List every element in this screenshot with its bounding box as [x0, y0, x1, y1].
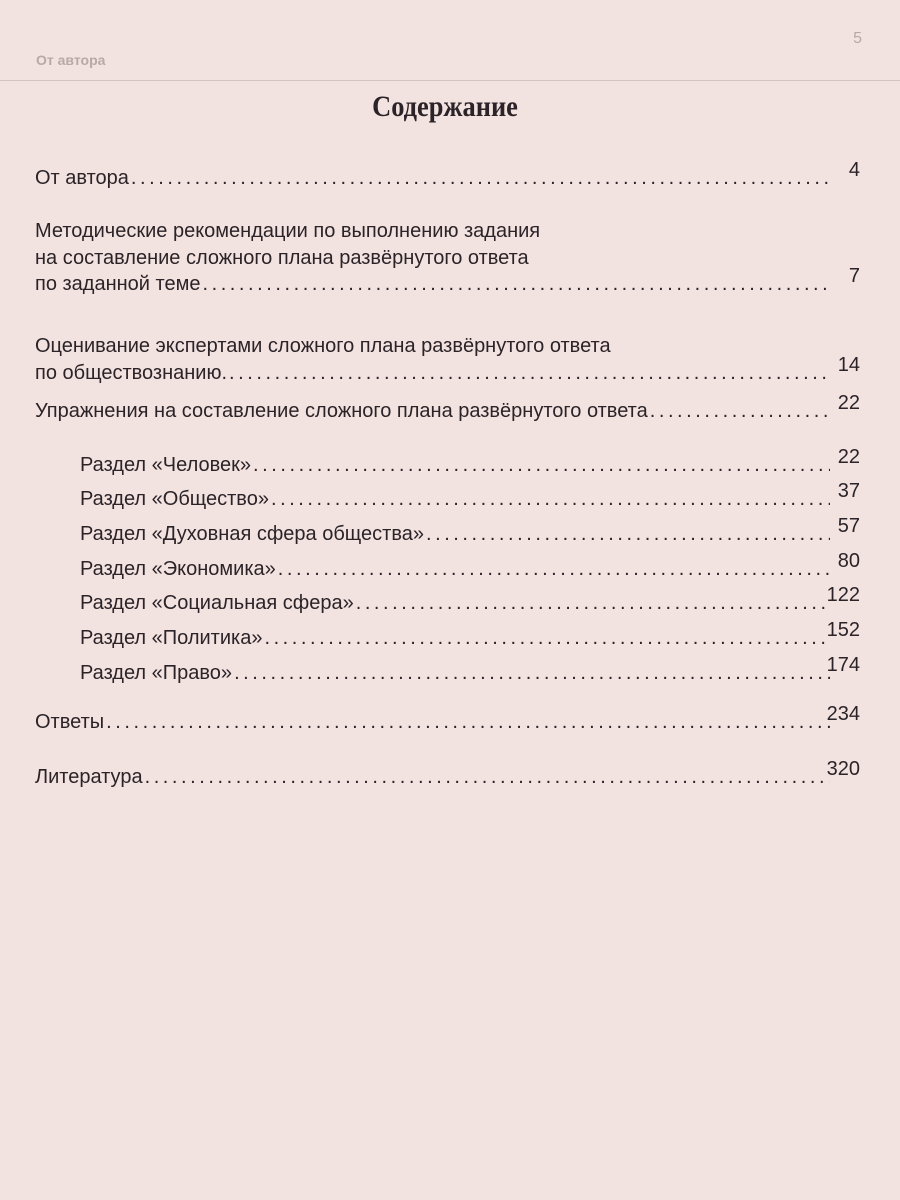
toc-entry-text: Упражнения на составление сложного плана развёрнутого ответа: [35, 400, 648, 422]
toc-entry: [80, 446, 860, 479]
page-title: Содержание: [372, 90, 518, 123]
toc-entry: [35, 392, 860, 425]
toc-entry-line: [80, 556, 860, 583]
running-page-number: 5: [853, 30, 862, 47]
toc-page-number: 174: [826, 654, 860, 676]
toc-entry-text: Раздел «Человек»: [80, 454, 251, 476]
toc-entry-line: [35, 333, 860, 360]
toc-page-number: 320: [826, 758, 860, 780]
toc-entry-text: Раздел «Духовная сфера общества»: [80, 523, 424, 545]
toc-entry: [35, 703, 860, 736]
header-divider: [0, 80, 900, 81]
toc-entry-line: [35, 245, 860, 272]
dot-leader: [264, 625, 830, 652]
dot-leader: [202, 271, 830, 298]
toc-page-number: 37: [837, 480, 860, 502]
toc-entry: [35, 758, 860, 791]
toc-entry-text: по заданной теме: [35, 273, 201, 295]
dot-leader: [271, 486, 830, 513]
toc-entry-text: Литература: [35, 766, 143, 788]
toc-entry-text: на составление сложного плана развёрнутого ответа: [35, 246, 529, 269]
dot-leader: [426, 521, 830, 548]
toc-entry-line: [80, 590, 860, 617]
toc-page-number: 7: [848, 265, 860, 287]
toc-entry-text: Раздел «Общество»: [80, 488, 269, 510]
toc-entry: [35, 333, 860, 386]
toc-entry-line: [35, 218, 860, 245]
toc-entry-text: Раздел «Экономика»: [80, 558, 276, 580]
toc-entry-line: [80, 486, 860, 513]
toc-entry-line: [80, 660, 860, 687]
dot-leader: [253, 452, 830, 479]
toc-page-number: 152: [826, 619, 860, 641]
toc-entry-text: по обществознанию.: [35, 361, 228, 384]
toc-entry: [35, 218, 860, 298]
toc-entry-line: [35, 398, 860, 425]
toc-page-number: 22: [837, 446, 860, 468]
toc-entry-line: [80, 521, 860, 548]
toc-entry-text: Раздел «Право»: [80, 662, 233, 684]
toc-entry-line: [80, 625, 860, 652]
toc-entry-line: [35, 165, 860, 192]
toc-page-number: 80: [837, 550, 860, 572]
dot-leader: [131, 165, 830, 192]
toc-entry: [80, 550, 860, 583]
toc-entry-line: [35, 271, 860, 298]
toc-page-number: 57: [837, 515, 860, 537]
toc-entry: [80, 480, 860, 513]
toc-entry-text: Методические рекомендации по выполнению задания: [35, 220, 541, 242]
dot-leader: [229, 360, 830, 387]
toc-page-number: 14: [837, 353, 860, 376]
toc-entry-text: От автора: [35, 167, 129, 189]
dot-leader: [234, 660, 830, 687]
toc-entry: [35, 159, 860, 192]
dot-leader: [106, 709, 830, 736]
toc-page-number: 22: [837, 392, 860, 414]
toc-entry: [80, 619, 860, 652]
toc-entry-line: [80, 452, 860, 479]
toc-entry-line: [35, 709, 860, 736]
toc-entry-line: [35, 360, 860, 387]
toc-page-number: 122: [826, 584, 860, 606]
toc-entry-text: Раздел «Социальная сфера»: [80, 592, 354, 614]
toc-entry: [80, 584, 860, 617]
running-header: От автора: [36, 52, 106, 68]
dot-leader: [145, 764, 830, 791]
toc-page-number: 234: [826, 703, 860, 725]
toc-entry: [80, 515, 860, 548]
dot-leader: [278, 556, 830, 583]
dot-leader: [356, 590, 830, 617]
dot-leader: [650, 398, 830, 425]
toc-entry-text: Оценивание экспертами сложного плана развёрнутого ответа: [35, 335, 611, 357]
toc-entry-text: Раздел «Политика»: [80, 627, 263, 649]
toc-entry-line: [35, 764, 860, 791]
toc-entry-text: Ответы: [35, 711, 105, 733]
toc-page-number: 4: [848, 159, 860, 181]
toc-entry: [80, 654, 860, 687]
